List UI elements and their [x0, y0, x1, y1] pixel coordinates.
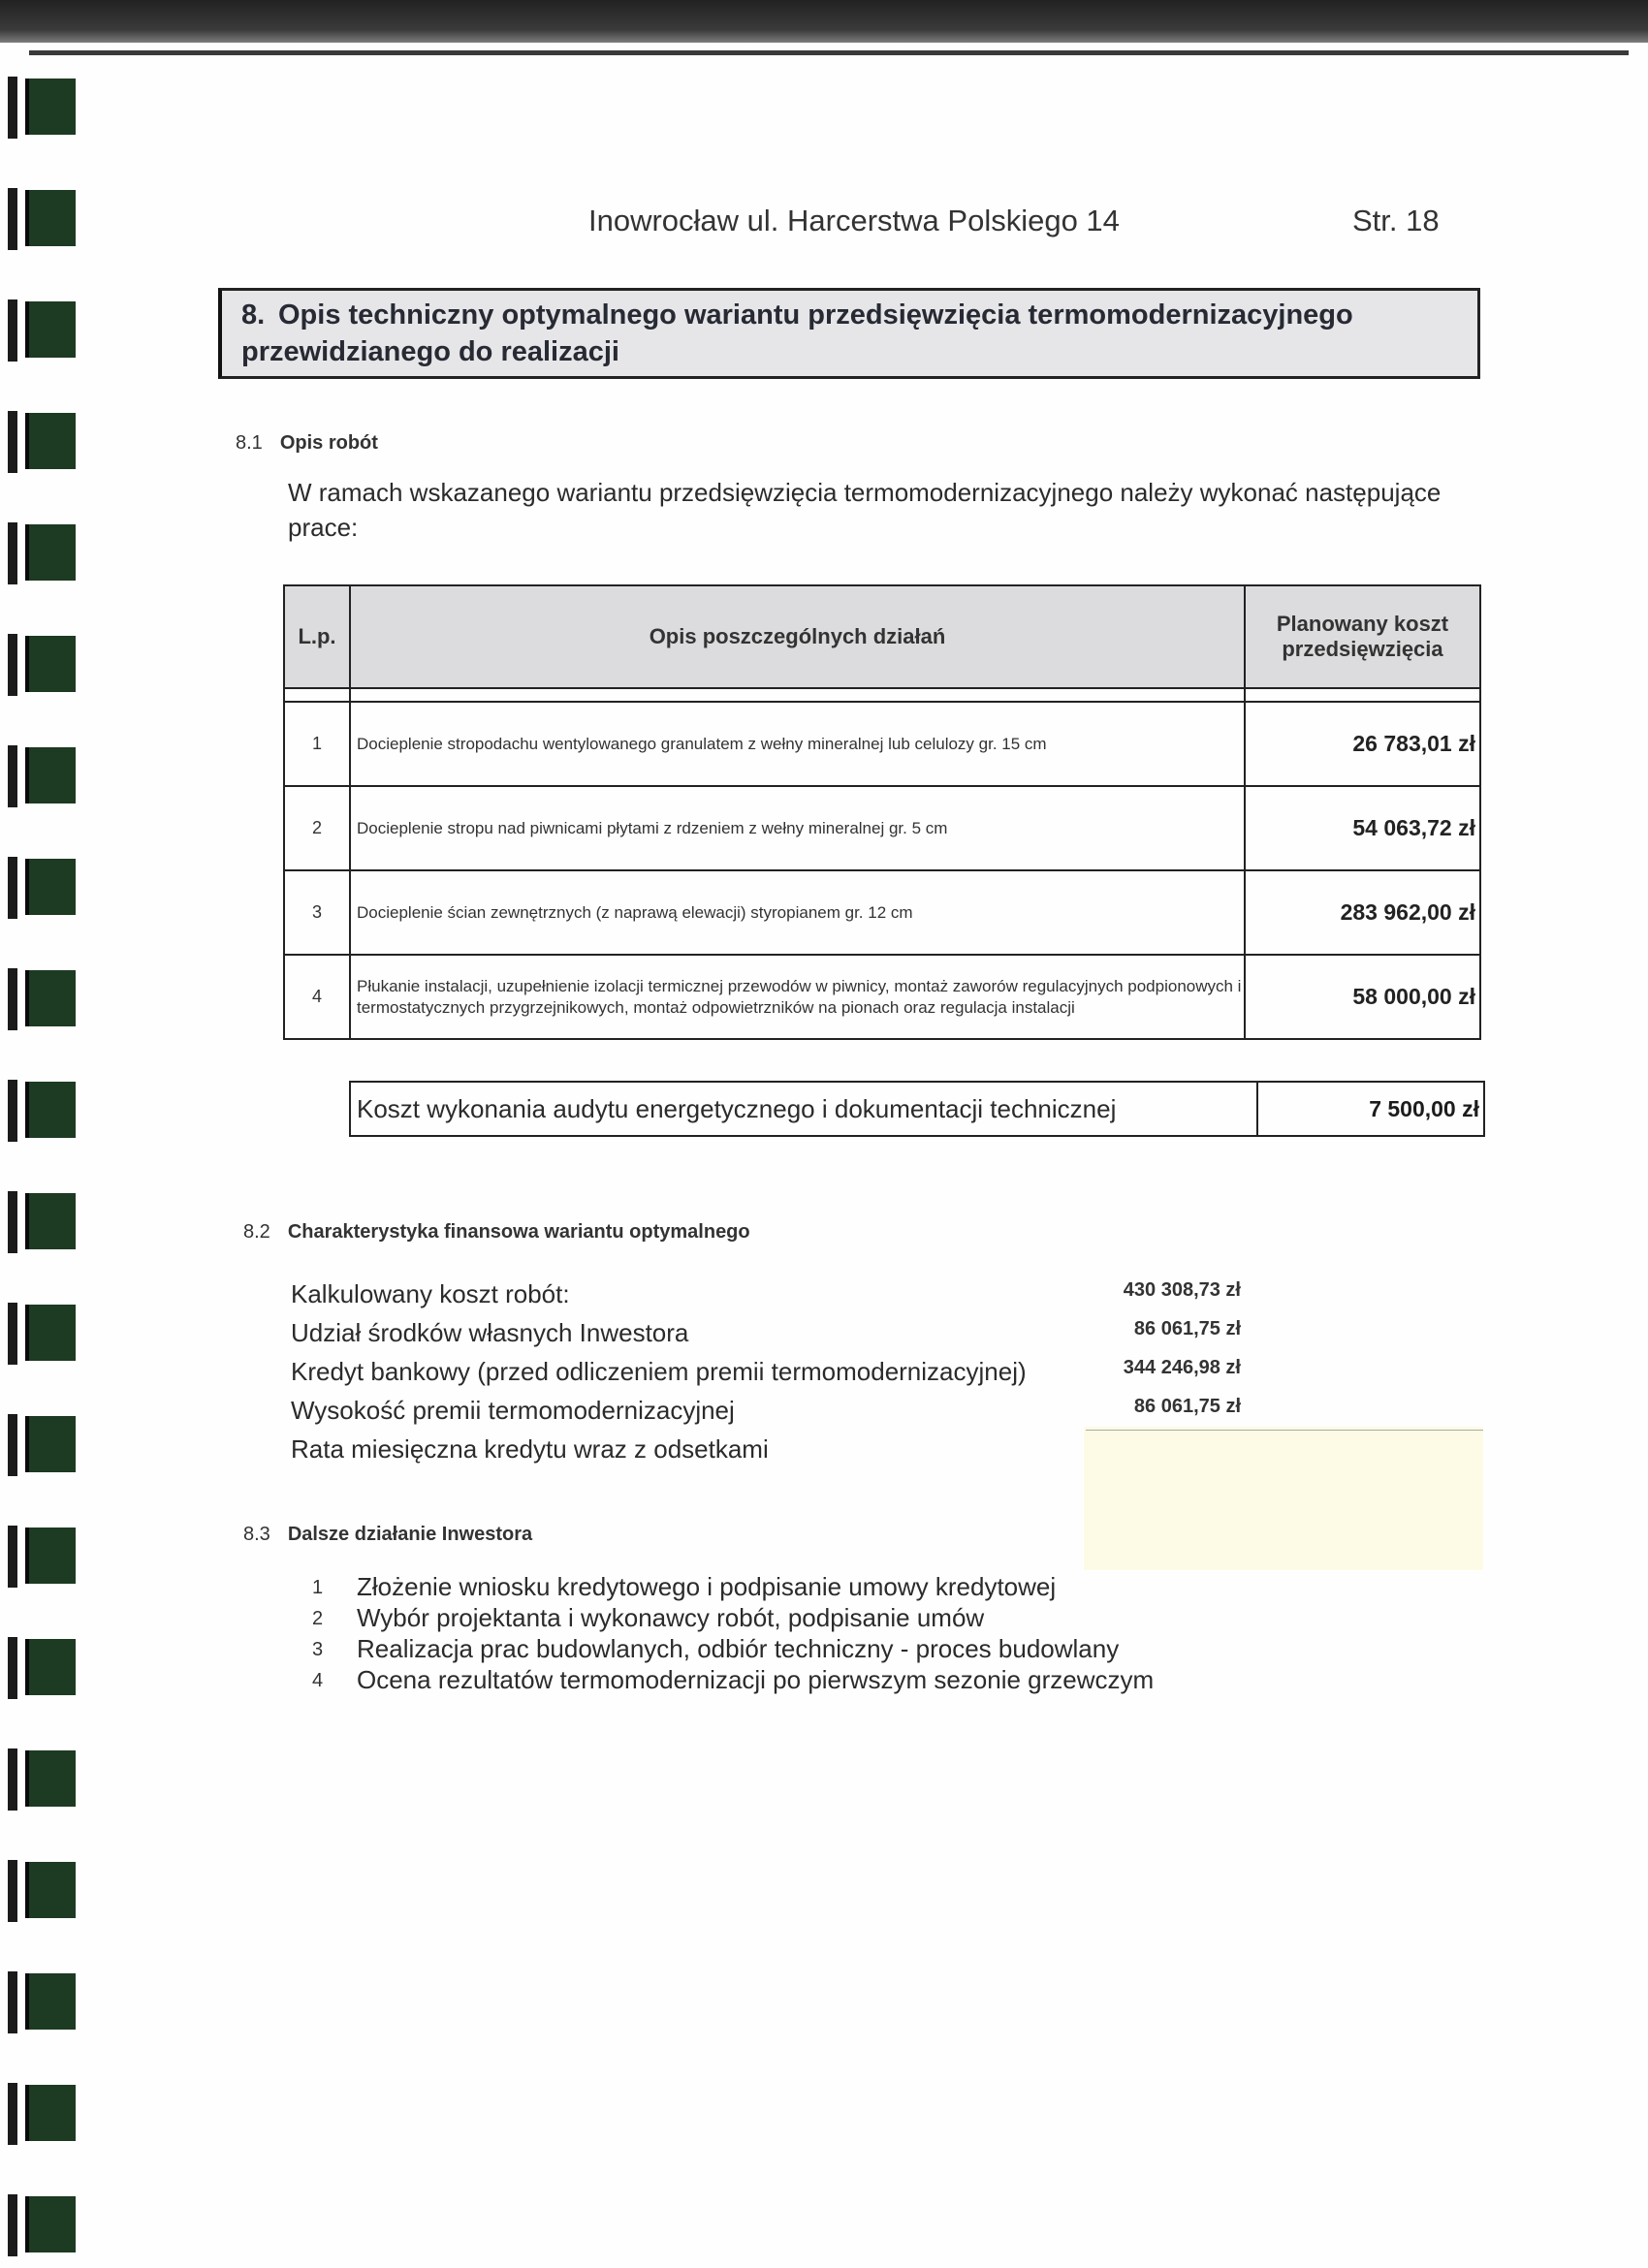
- fin-label: Wysokość premii termomodernizacyjnej: [291, 1396, 735, 1425]
- step-number: 4: [312, 1670, 324, 1691]
- page-number: Str. 18: [1352, 204, 1440, 237]
- step-number: 2: [312, 1608, 324, 1629]
- binding-ring: [4, 630, 74, 700]
- row-cost: 58 000,00 zł: [1245, 955, 1480, 1039]
- audit-cost-box: [349, 1081, 1485, 1137]
- audit-label: Koszt wykonania audytu energetycznego i dokumentacji technicznej: [351, 1083, 1258, 1135]
- binding-ring: [4, 1299, 74, 1369]
- subsection-number: 8.3: [243, 1524, 270, 1545]
- binding-ring: [4, 1522, 74, 1591]
- fin-label: Rata miesięczna kredytu wraz z odsetkami: [291, 1434, 769, 1464]
- subsection-8-1: [236, 432, 378, 455]
- fin-label: Kredyt bankowy (przed odliczeniem premii termomodernizacyjnej): [291, 1357, 1027, 1386]
- sticky-note: [1084, 1427, 1483, 1570]
- row-description: Docieplenie ścian zewnętrznych (z naprawą elewacji) styropianem gr. 12 cm: [350, 870, 1245, 955]
- table-row: [284, 870, 1480, 955]
- works-table: [283, 584, 1481, 1040]
- table-row: [284, 786, 1480, 870]
- fin-value: 430 308,73 zł: [1123, 1279, 1241, 1301]
- binding-ring: [4, 2190, 74, 2260]
- subsection-8-2: [243, 1221, 750, 1244]
- binding-ring: [4, 853, 74, 923]
- row-cost: 26 783,01 zł: [1245, 702, 1480, 786]
- step-text: Ocena rezultatów termomodernizacji po pierwszym sezonie grzewczym: [357, 1665, 1155, 1694]
- subsection-number: 8.2: [243, 1221, 270, 1243]
- binding-ring: [4, 1410, 74, 1480]
- section-heading-box: [218, 288, 1480, 379]
- section-title-text: Opis techniczny optymalnego wariantu przedsięwzięcia termomodernizacyjnego przewidzianego do realizacji: [241, 299, 1353, 367]
- row-number: 3: [284, 870, 350, 955]
- subsection-8-3: [243, 1524, 532, 1546]
- fin-value: 86 061,75 zł: [1133, 1318, 1241, 1339]
- header-cost: Planowany koszt przedsięwzięcia: [1245, 585, 1480, 688]
- fin-value: 344 246,98 zł: [1123, 1357, 1241, 1378]
- row-description: Docieplenie stropodachu wentylowanego granulatem z wełny mineralnej lub celulozy gr. 15 cm: [350, 702, 1245, 786]
- row-number: 2: [284, 786, 350, 870]
- binding-ring: [4, 519, 74, 588]
- fin-label: Udział środków własnych Inwestora: [291, 1318, 689, 1347]
- binding-ring: [4, 1633, 74, 1703]
- intro-paragraph: W ramach wskazanego wariantu przedsięwzięcia termomodernizacyjnego należy wykonać następujące prace:: [288, 478, 1442, 542]
- subsection-title: Charakterystyka finansowa wariantu optymalnego: [287, 1221, 750, 1243]
- binding-ring: [4, 184, 74, 254]
- section-title: [241, 297, 1473, 370]
- binding-ring: [4, 73, 74, 142]
- step-text: Wybór projektanta i wykonawcy robót, podpisanie umów: [357, 1603, 985, 1632]
- header-desc: Opis poszczególnych działań: [350, 585, 1245, 688]
- binding-spine: [0, 0, 78, 2268]
- binding-ring: [4, 741, 74, 811]
- section-number: 8.: [241, 299, 266, 331]
- scan-top-line: [29, 50, 1629, 55]
- fin-value: 86 061,75 zł: [1133, 1396, 1241, 1417]
- step-number: 1: [312, 1577, 324, 1598]
- row-number: 4: [284, 955, 350, 1039]
- underline-rule: [1086, 1430, 1483, 1431]
- table-gap: [284, 688, 1480, 702]
- binding-ring: [4, 1745, 74, 1814]
- header-lp: L.p.: [284, 585, 350, 688]
- row-description: Płukanie instalacji, uzupełnienie izolacji termicznej przewodów w piwnicy, montaż zaworów regulacyjnych podpionowych i termostatycznych przygrzejnikowych, montaż odpowietrzników na pionach oraz regulacja instalacji: [350, 955, 1245, 1039]
- binding-ring: [4, 1856, 74, 1926]
- row-cost: 283 962,00 zł: [1245, 870, 1480, 955]
- binding-ring: [4, 964, 74, 1034]
- header-address: Inowrocław ul. Harcerstwa Polskiego 14: [588, 204, 1120, 237]
- step-text: Realizacja prac budowlanych, odbiór techniczny - proces budowlany: [357, 1634, 1120, 1663]
- binding-ring: [4, 1968, 74, 2037]
- binding-ring: [4, 1187, 74, 1257]
- subsection-title: Dalsze działanie Inwestora: [287, 1524, 533, 1545]
- table-row: [284, 702, 1480, 786]
- table-header-row: [284, 585, 1480, 688]
- subsection-title: Opis robót: [279, 432, 378, 454]
- row-number: 1: [284, 702, 350, 786]
- audit-value: 7 500,00 zł: [1369, 1096, 1479, 1121]
- binding-ring: [4, 1076, 74, 1146]
- row-cost: 54 063,72 zł: [1245, 786, 1480, 870]
- step-text: Złożenie wniosku kredytowego i podpisanie umowy kredytowej: [357, 1572, 1057, 1601]
- binding-ring: [4, 296, 74, 365]
- step-number: 3: [312, 1639, 324, 1660]
- table-row: [284, 955, 1480, 1039]
- fin-label: Kalkulowany koszt robót:: [291, 1279, 570, 1308]
- row-description: Docieplenie stropu nad piwnicami płytami z rdzeniem z wełny mineralnej gr. 5 cm: [350, 786, 1245, 870]
- binding-ring: [4, 2079, 74, 2149]
- subsection-number: 8.1: [236, 432, 263, 454]
- scan-top-edge: [0, 0, 1648, 43]
- binding-ring: [4, 407, 74, 477]
